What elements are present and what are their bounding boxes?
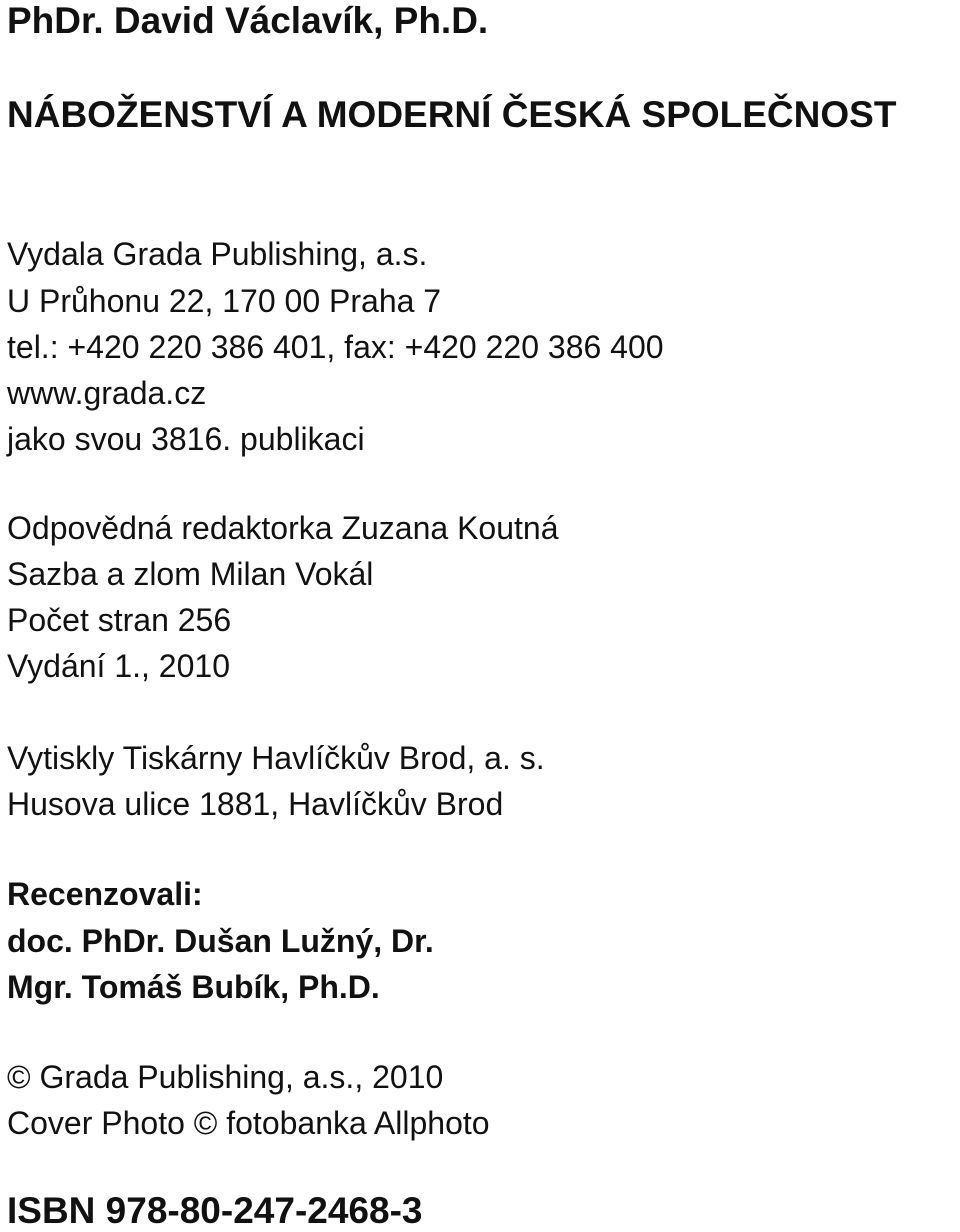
editor-credit: Odpovědná redaktorka Zuzana Koutná (7, 510, 559, 546)
reviewers-heading: Recenzovali: (7, 876, 203, 912)
publisher-address: U Průhonu 22, 170 00 Praha 7 (7, 283, 442, 319)
isbn: ISBN 978-80-247-2468-3 (7, 1190, 423, 1231)
publisher-phone-fax: tel.: +420 220 386 401, fax: +420 220 386 400 (7, 329, 664, 365)
edition-info: Vydání 1., 2010 (7, 648, 230, 684)
copyright-cover-photo: Cover Photo © fotobanka Allphoto (7, 1105, 490, 1141)
publication-number: jako svou 3816. publikaci (7, 421, 365, 457)
typesetting-credit: Sazba a zlom Milan Vokál (7, 556, 374, 592)
reviewer-item: Mgr. Tomáš Bubík, Ph.D. (7, 969, 380, 1005)
page-count: Počet stran 256 (7, 602, 232, 638)
author-name: PhDr. David Václavík, Ph.D. (7, 0, 489, 41)
copyright-publisher: © Grada Publishing, a.s., 2010 (7, 1059, 444, 1095)
publisher-website: www.grada.cz (7, 375, 207, 411)
printer-address: Husova ulice 1881, Havlíčkův Brod (7, 786, 504, 822)
book-title: NÁBOŽENSTVÍ A MODERNÍ ČESKÁ SPOLEČNOST (7, 94, 897, 135)
publisher-name: Vydala Grada Publishing, a.s. (7, 236, 428, 272)
reviewer-item: doc. PhDr. Dušan Lužný, Dr. (7, 923, 434, 959)
printer-name: Vytiskly Tiskárny Havlíčkův Brod, a. s. (7, 740, 545, 776)
